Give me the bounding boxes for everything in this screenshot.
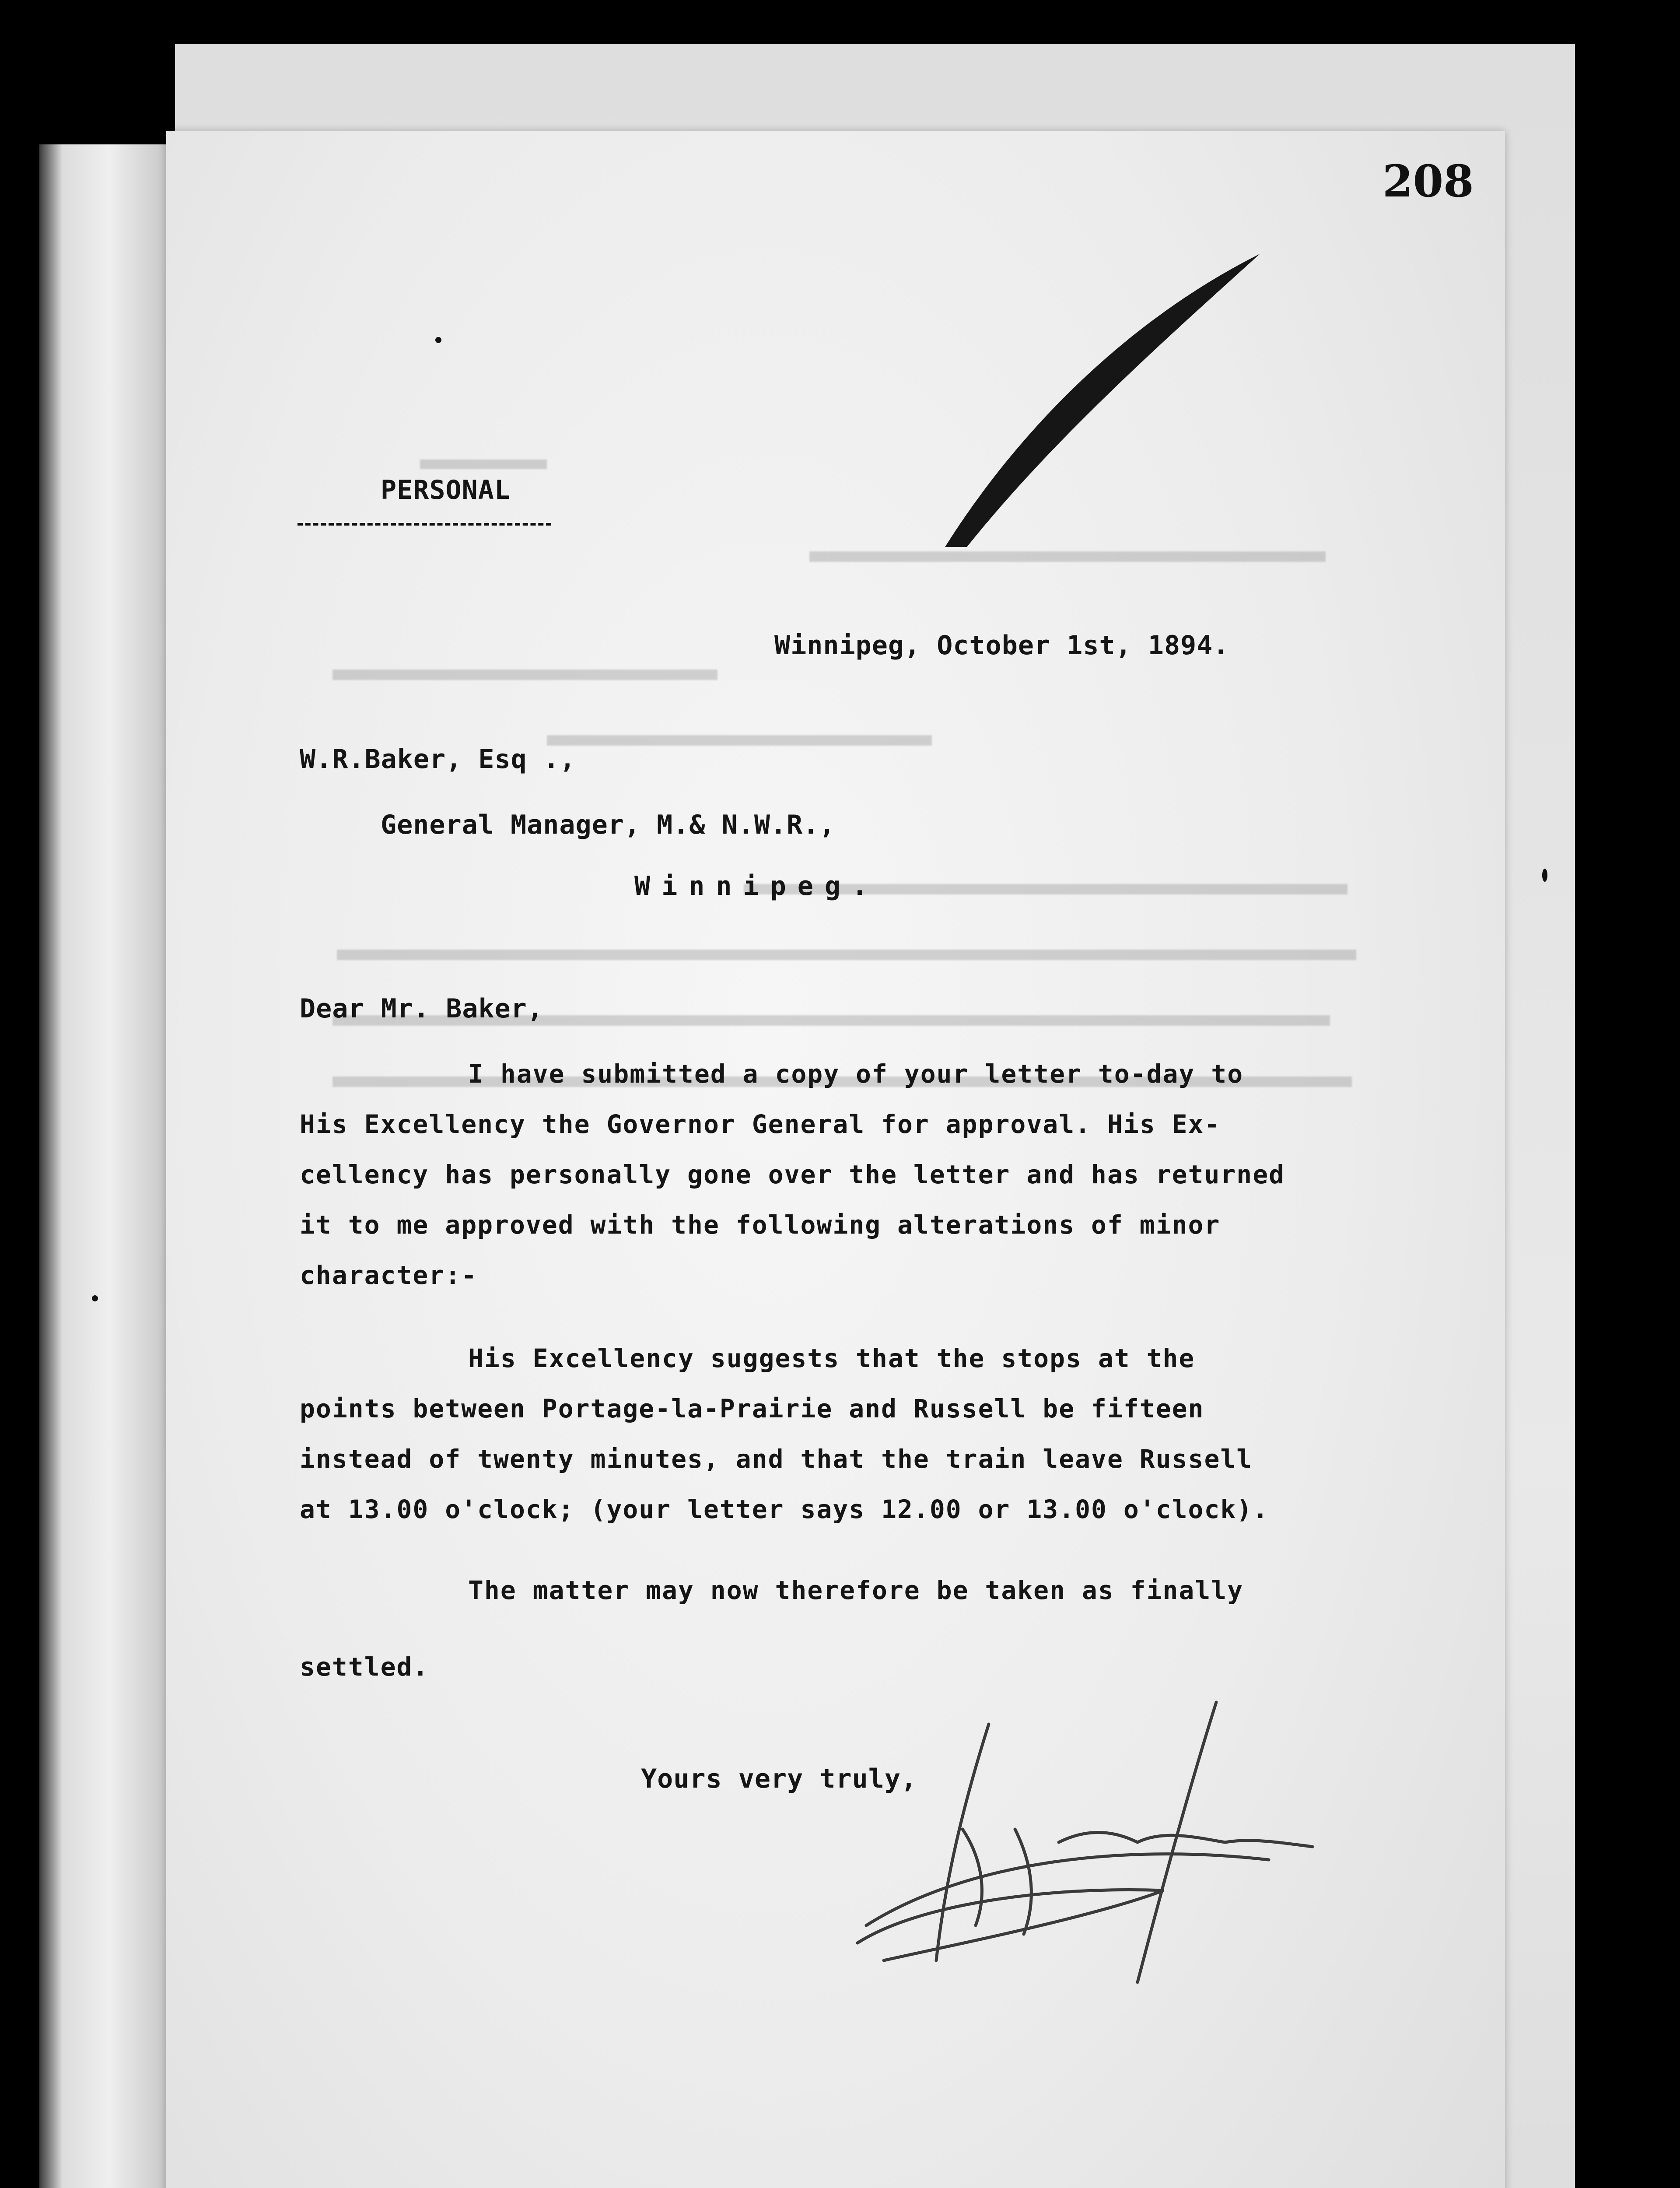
page-number: 208 (1382, 155, 1474, 207)
handwritten-signature (831, 1698, 1466, 1995)
personal-heading: PERSONAL (381, 475, 511, 505)
body-line: character:- (300, 1260, 478, 1290)
closing: Yours very truly, (641, 1764, 917, 1794)
body-line: The matter may now therefore be taken as finally (468, 1575, 1244, 1605)
recipient-city: Winnipeg. (634, 871, 879, 901)
recipient-name: W.R.Baker, Esq ., (300, 744, 576, 775)
ink-speck (1542, 869, 1547, 882)
salutation: Dear Mr. Baker, (300, 993, 543, 1024)
body-line: at 13.00 o'clock; (your letter says 12.00 or 13.00 o'clock). (300, 1494, 1269, 1524)
body-line: His Excellency the Governor General for approval. His Ex- (300, 1109, 1221, 1139)
ink-speck (92, 1295, 98, 1301)
left-film-strip (39, 144, 166, 2188)
body-line: cellency has personally gone over the letter and has returned (300, 1160, 1285, 1189)
recipient-title: General Manager, M.& N.W.R., (381, 810, 836, 840)
body-line: it to me approved with the following alterations of minor (300, 1210, 1221, 1240)
body-line: points between Portage-la-Prairie and Russell be fifteen (300, 1394, 1204, 1424)
dateline: Winnipeg, October 1st, 1894. (774, 630, 1229, 661)
heading-underline (298, 523, 551, 526)
body-line: instead of twenty minutes, and that the train leave Russell (300, 1444, 1253, 1474)
body-line: settled. (300, 1652, 429, 1682)
ink-speck (435, 337, 441, 343)
pen-stroke-mark (941, 245, 1317, 551)
body-line: His Excellency suggests that the stops at the (468, 1343, 1195, 1373)
body-line: I have submitted a copy of your letter to-day to (468, 1059, 1244, 1089)
